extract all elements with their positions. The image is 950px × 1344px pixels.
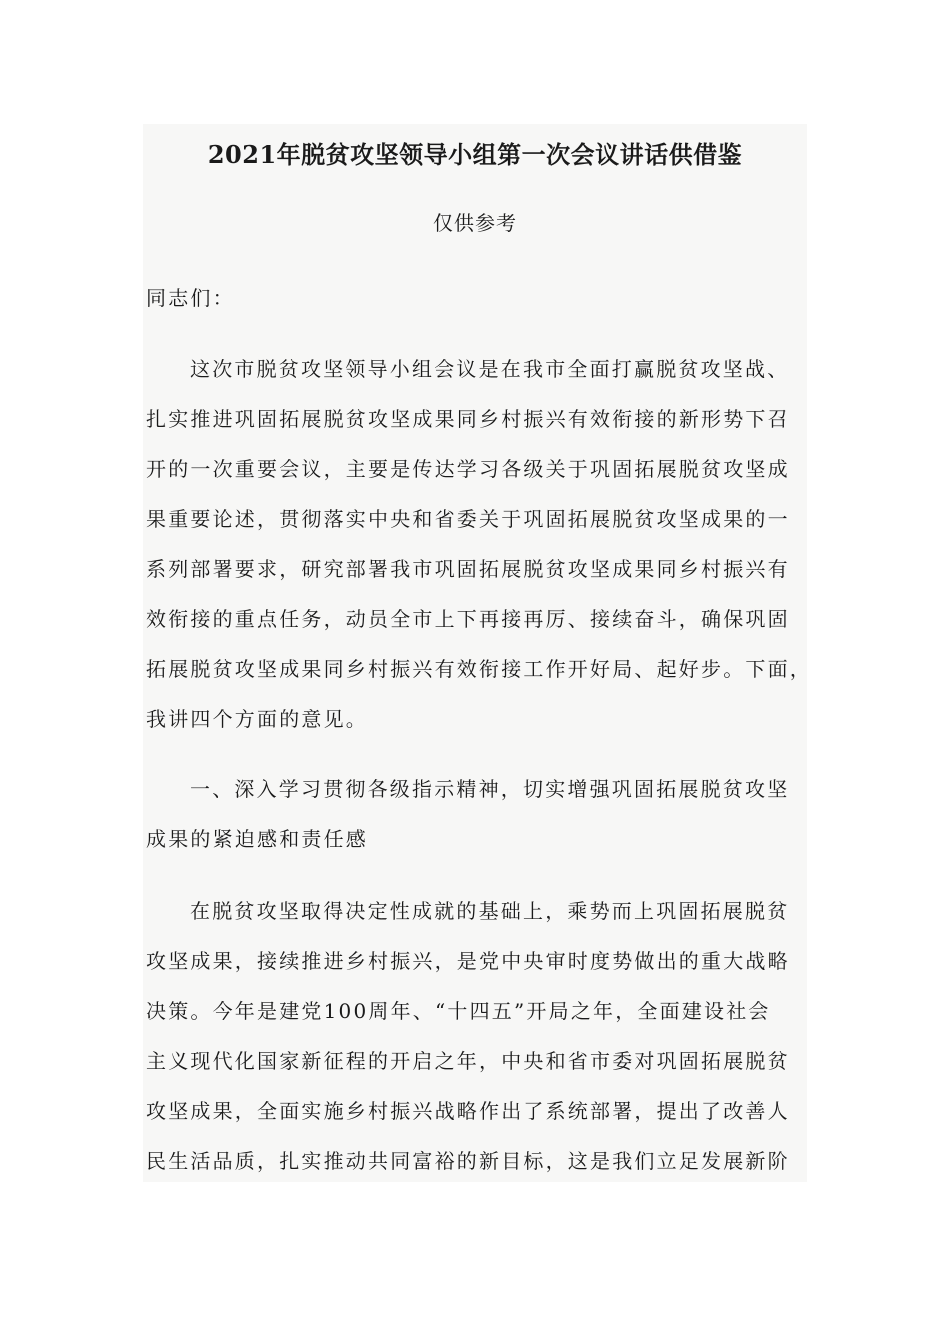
paragraph-line: 攻坚成果，接续推进乡村振兴，是党中央审时度势做出的重大战略 xyxy=(146,949,790,973)
paragraph-line: 拓展脱贫攻坚成果同乡村振兴有效衔接工作开好局、起好步。下面， xyxy=(146,657,812,681)
paragraph-line: 果重要论述，贯彻落实中央和省委关于巩固拓展脱贫攻坚成果的一 xyxy=(146,507,790,531)
paragraph-line: 开的一次重要会议，主要是传达学习各级关于巩固拓展脱贫攻坚成 xyxy=(146,457,790,481)
paragraph-line: 系列部署要求，研究部署我市巩固拓展脱贫攻坚成果同乡村振兴有 xyxy=(146,557,790,581)
paragraph-line: 决策。今年是建党100周年、“十四五”开局之年，全面建设社会 xyxy=(146,999,771,1023)
document-subtitle: 仅供参考 xyxy=(433,211,517,235)
paragraph-line: 我讲四个方面的意见。 xyxy=(146,707,368,731)
document-title: 2021年脱贫攻坚领导小组第一次会议讲话供借鉴 xyxy=(207,140,743,169)
paragraph-line: 主义现代化国家新征程的开启之年，中央和省市委对巩固拓展脱贫 xyxy=(146,1049,790,1073)
paragraph-line: 效衔接的重点任务，动员全市上下再接再厉、接续奋斗，确保巩固 xyxy=(146,607,790,631)
section-heading-line: 一、深入学习贯彻各级指示精神，切实增强巩固拓展脱贫攻坚 xyxy=(190,777,790,801)
paragraph-line: 这次市脱贫攻坚领导小组会议是在我市全面打赢脱贫攻坚战、 xyxy=(190,357,790,381)
paragraph-line: 民生活品质，扎实推动共同富裕的新目标，这是我们立足发展新阶 xyxy=(146,1149,790,1173)
paragraph-line: 攻坚成果，全面实施乡村振兴战略作出了系统部署，提出了改善人 xyxy=(146,1099,790,1123)
section-heading-line: 成果的紧迫感和责任感 xyxy=(146,827,368,851)
salutation: 同志们： xyxy=(146,286,235,310)
paragraph-line: 扎实推进巩固拓展脱贫攻坚成果同乡村振兴有效衔接的新形势下召 xyxy=(146,407,790,431)
paragraph-line: 在脱贫攻坚取得决定性成就的基础上，乘势而上巩固拓展脱贫 xyxy=(190,899,790,923)
